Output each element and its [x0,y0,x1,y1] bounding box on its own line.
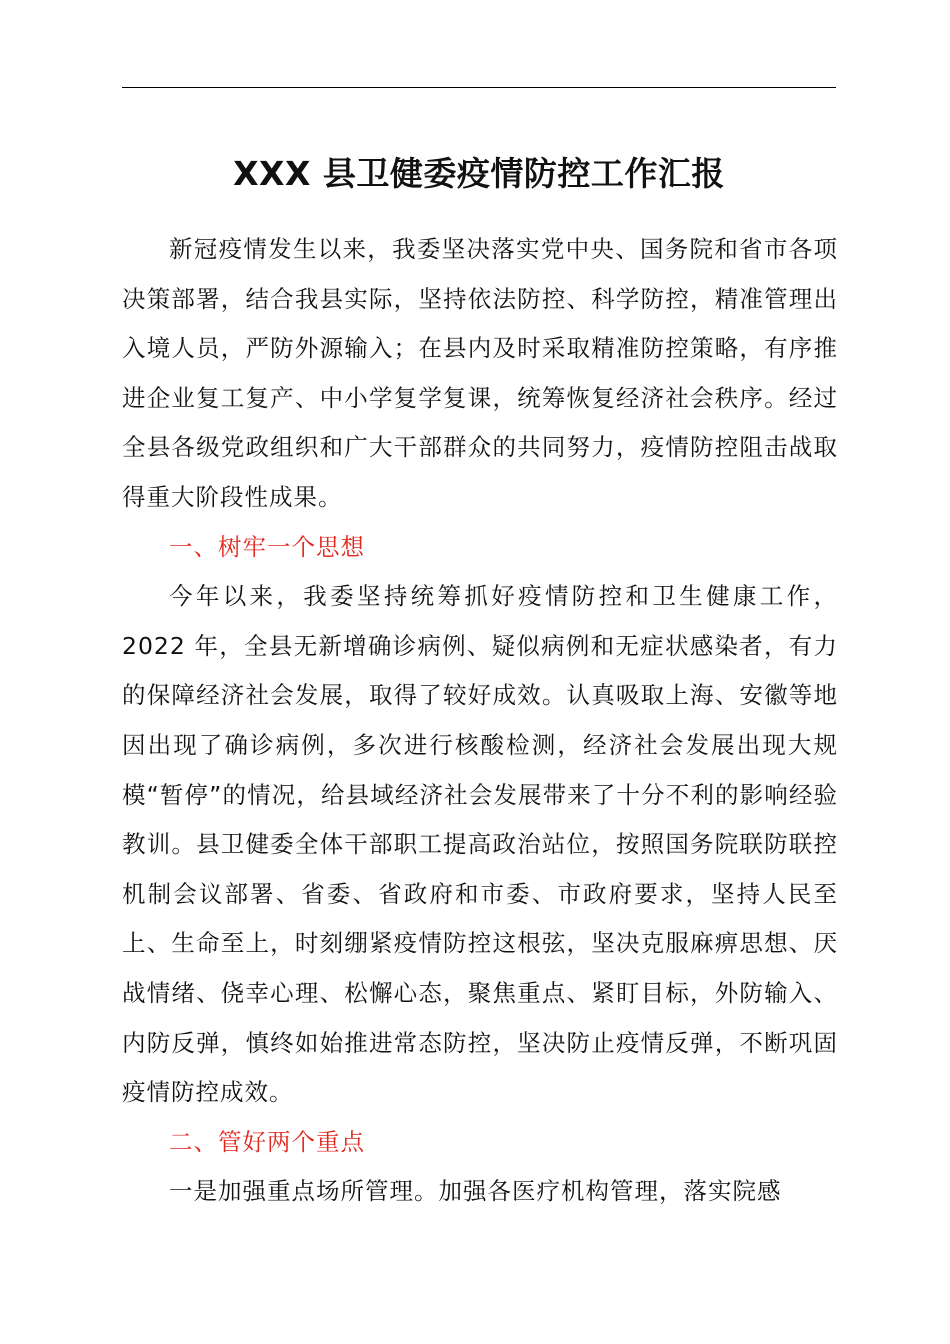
document-body [122,225,838,1217]
header-rule [122,87,836,88]
section-heading-2: 二、管好两个重点 [169,1127,365,1156]
intro-paragraph: 新冠疫情发生以来，我委坚决落实党中央、国务院和省市各项决策部署，结合我县实际，坚持依法防控、科学防控，精准管理出入境人员，严防外源输入；在县内及时采取精准防控策略，有序推进企业复工复产、中小学复学复课，统筹恢复经济社会秩序。经过全县各级党政组织和广大干部群众的共同努力，疫情防控阻击战取得重大阶段性成果。 [122,235,838,511]
document-title: XXX 县卫健委疫情防控工作汇报 [233,154,725,193]
section-2-paragraph: 一是加强重点场所管理。加强各医疗机构管理，落实院感 [169,1177,782,1206]
section-heading-1: 一、树牢一个思想 [169,532,365,561]
section-1-paragraph: 今年以来，我委坚持统筹抓好疫情防控和卫生健康工作，2022 年，全县无新增确诊病例、疑似病例和无症状感染者，有力的保障经济社会发展，取得了较好成效。认真吸取上海、安徽等地因出现了确诊病例，多次进行核酸检测，经济社会发展出现大规模“暂停”的情况，给县域经济社会发展带来了十分不利的影响经验教训。县卫健委全体干部职工提高政治站位，按照国务院联防联控机制会议部署、省委、省政府和市委、市政府要求，坚持人民至上、生命至上，时刻绷紧疫情防控这根弦，坚决克服麻痹思想、厌战情绪、侥幸心理、松懈心态，聚焦重点、紧盯目标，外防输入、内防反弹，慎终如始推进常态防控，坚决防止疫情反弹，不断巩固疫情防控成效。 [122,582,838,1107]
